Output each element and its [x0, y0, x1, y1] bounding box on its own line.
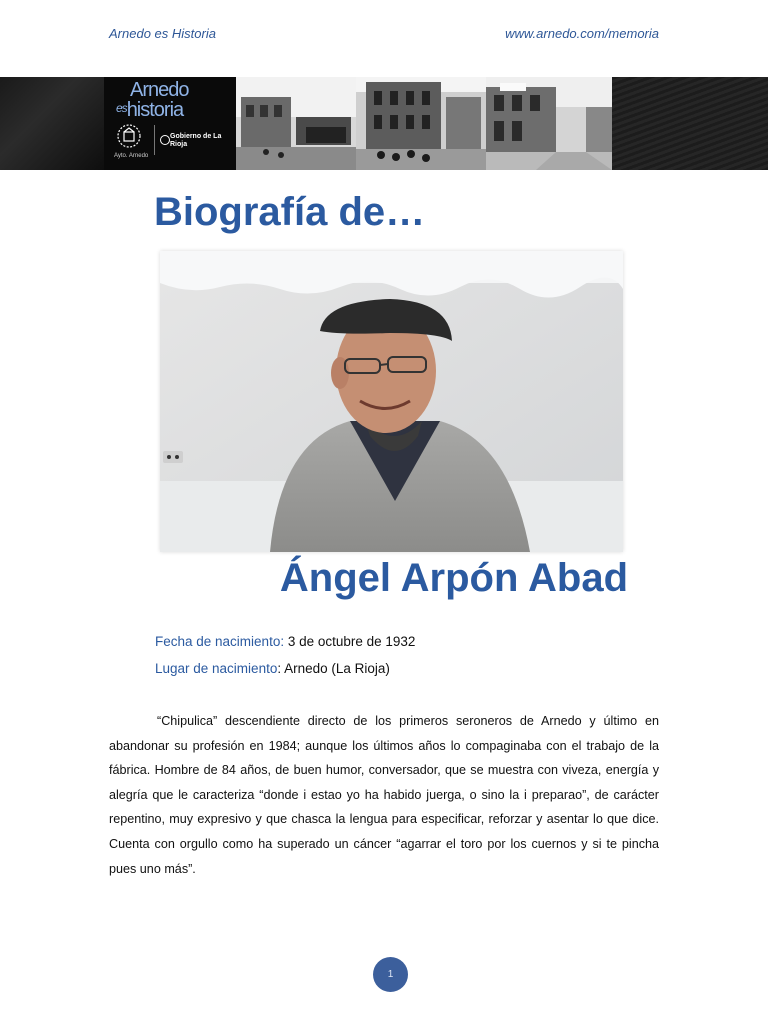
birth-date-value: 3 de octubre de 1932: [284, 634, 416, 649]
banner-dark-panel-right: [612, 77, 768, 170]
logo-title-es: es: [116, 101, 127, 115]
banner-dark-panel-left: [0, 77, 104, 170]
logo-separator: [154, 125, 155, 155]
municipal-seal-icon: [116, 123, 142, 149]
rioja-government-icon: [160, 135, 170, 145]
page-number-badge: 1: [373, 957, 408, 992]
header-site-name: Arnedo es Historia: [109, 26, 216, 41]
logo-gobierno-text: Gobierno de La Rioja: [170, 133, 222, 148]
logo-title-line2: historia: [126, 99, 184, 121]
arnedo-es-historia-logo: [104, 77, 236, 170]
person-name: Ángel Arpón Abad: [279, 556, 628, 600]
birth-date-field: [155, 634, 415, 649]
logo-title: [116, 79, 189, 121]
biography-paragraph: “Chipulica” descendiente directo de los primeros seroneros de Arnedo y último en abandonar su profesión en 1984; aunque los últimos años lo compaginaba con el trabajo de la fábrica. Hombre de 84 años, de buen humor, conversador, que se muestra con viveza, energía y alegría que le caracteriza “donde i estao yo ha habido juerga, o sino la i preparao”, de carácter repentino, muy expresivo y que chasca la lengua para especificar, reforzar y asentar lo que dice. Cuenta con orgullo como ha superado un cáncer “agarrar el toro por los cuernos y si te pincha pues uno más”.: [109, 714, 659, 876]
logo-signature: Ayto. Arnedo: [114, 153, 149, 159]
portrait-photo: [160, 251, 623, 552]
logo-title-line1: Arnedo: [130, 79, 189, 101]
header-url[interactable]: www.arnedo.com/memoria: [505, 26, 659, 41]
birth-place-field: [155, 661, 390, 676]
birth-place-label: Lugar de nacimiento: [155, 661, 278, 676]
historic-street-photo-1: [236, 77, 356, 170]
historic-street-photo-3: [486, 77, 612, 170]
birth-date-label: Fecha de nacimiento:: [155, 634, 285, 649]
historic-street-photo-2: [356, 77, 486, 170]
page-title: Biografía de…: [154, 190, 426, 234]
header-banner: [0, 77, 768, 170]
birth-place-value: : Arnedo (La Rioja): [277, 661, 390, 676]
